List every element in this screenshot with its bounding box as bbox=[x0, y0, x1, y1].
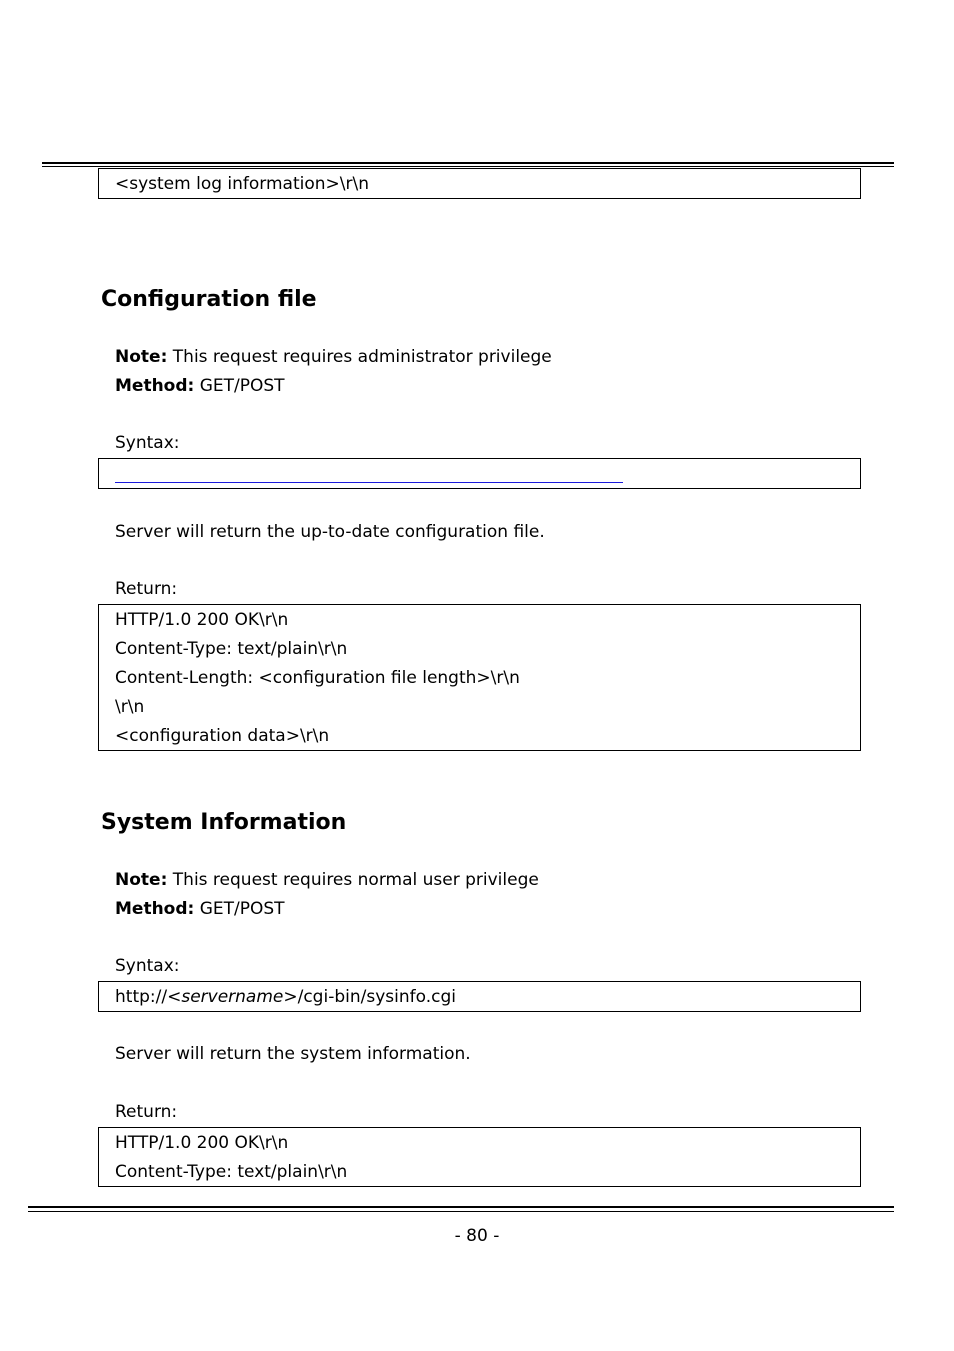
config-return-box bbox=[98, 604, 861, 751]
code-line: HTTP/1.0 200 OK\r\n bbox=[115, 1133, 289, 1153]
config-description: Server will return the up-to-date configuration file. bbox=[115, 522, 545, 542]
sysinfo-method bbox=[115, 899, 285, 919]
sysinfo-return-label: Return: bbox=[115, 1102, 178, 1122]
config-method bbox=[115, 376, 285, 396]
method-text: GET/POST bbox=[199, 376, 285, 396]
sysinfo-note bbox=[115, 870, 539, 890]
section-heading-configuration: Configuration file bbox=[101, 287, 317, 312]
system-log-box bbox=[98, 168, 861, 199]
syntax-suffix: /cgi-bin/sysinfo.cgi bbox=[297, 987, 456, 1007]
note-label: Note: bbox=[115, 870, 168, 890]
sysinfo-syntax-label: Syntax: bbox=[115, 956, 180, 976]
section-heading-system-information: System Information bbox=[101, 810, 347, 835]
code-line: Content-Length: <configuration file length>\r\n bbox=[115, 668, 520, 688]
header-rule-top bbox=[42, 162, 894, 164]
code-line: \r\n bbox=[115, 697, 145, 717]
note-text: This request requires administrator privilege bbox=[172, 347, 552, 367]
header-rule-bottom bbox=[42, 166, 894, 167]
method-label: Method: bbox=[115, 376, 195, 396]
config-syntax-label: Syntax: bbox=[115, 433, 180, 453]
note-label: Note: bbox=[115, 347, 168, 367]
code-line: Content-Type: text/plain\r\n bbox=[115, 639, 348, 659]
syntax-url bbox=[115, 987, 456, 1007]
page-number: - 80 - bbox=[454, 1226, 500, 1246]
syntax-servername: <servername> bbox=[167, 987, 298, 1007]
code-line: <system log information>\r\n bbox=[115, 174, 370, 194]
sysinfo-return-box bbox=[98, 1127, 861, 1187]
syntax-prefix: http:// bbox=[115, 987, 168, 1007]
code-line: Content-Type: text/plain\r\n bbox=[115, 1162, 348, 1182]
sysinfo-syntax-box bbox=[98, 981, 861, 1012]
config-syntax-box bbox=[98, 458, 861, 489]
code-line: HTTP/1.0 200 OK\r\n bbox=[115, 610, 289, 630]
footer-rule-bottom bbox=[28, 1211, 894, 1212]
config-syntax-link[interactable] bbox=[115, 482, 623, 483]
config-return-label: Return: bbox=[115, 579, 178, 599]
method-label: Method: bbox=[115, 899, 195, 919]
code-line: <configuration data>\r\n bbox=[115, 726, 330, 746]
footer-rule-top bbox=[28, 1206, 894, 1208]
method-text: GET/POST bbox=[199, 899, 285, 919]
config-note bbox=[115, 347, 552, 367]
note-text: This request requires normal user privilege bbox=[172, 870, 539, 890]
sysinfo-description: Server will return the system information. bbox=[115, 1044, 471, 1064]
